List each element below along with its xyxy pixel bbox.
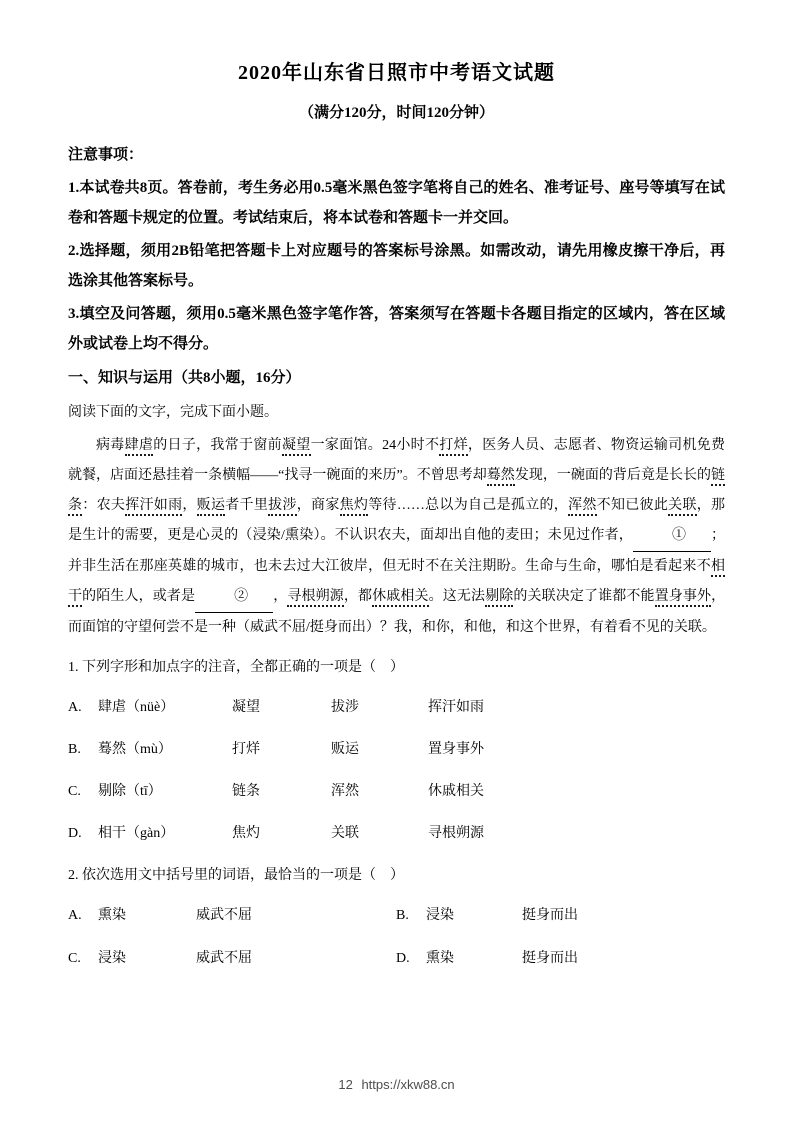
- passage-text: ，商家: [296, 498, 340, 513]
- option-word: 拔涉: [331, 700, 359, 715]
- passage-intro: 阅读下面的文字，完成下面小题。: [68, 405, 278, 420]
- emphasized-word: 休戚相关: [372, 589, 429, 607]
- passage-text: ，: [273, 589, 288, 604]
- passage-text: 发现，一碗面的背后竟是长长的: [514, 468, 712, 483]
- option-word: 置身事外: [428, 742, 484, 757]
- fill-in-blank: ①: [633, 521, 711, 552]
- emphasized-word: 贩运: [197, 498, 226, 516]
- option-word: 休戚相关: [428, 784, 484, 799]
- passage-text: 的日子，我常于窗前: [153, 438, 282, 453]
- question-1-option-d: [68, 823, 725, 845]
- passage-text: 一家面馆。24小时不: [310, 438, 440, 453]
- page-subtitle: （满分120分，时间120分钟）: [298, 105, 494, 121]
- option-word: 挺身而出: [522, 908, 578, 923]
- passage-text: 病毒: [96, 438, 125, 453]
- notice-item-3: 3.填空及问答题，须用0.5毫米黑色签字笔作答，答案须写在答题卡各题目指定的区域内，答在区域外或试卷上均不得分。: [68, 306, 725, 352]
- option-label: A.: [68, 700, 82, 715]
- option-word: 威武不屈: [196, 951, 252, 966]
- option-word: 挺身而出: [522, 951, 578, 966]
- question-2-options-row-1: [68, 905, 725, 927]
- option-word: 相干（gàn）: [98, 826, 175, 841]
- passage-text: ，都: [343, 589, 373, 604]
- option-word: 凝望: [232, 700, 260, 715]
- page-number: 12: [338, 1077, 353, 1092]
- question-1: [68, 657, 725, 845]
- emphasized-word: 肆虐: [125, 438, 154, 456]
- emphasized-word: 打烊: [439, 438, 468, 456]
- question-2-stem: 2. 依次选用文中括号里的词语，最恰当的一项是（ ）: [68, 868, 404, 883]
- passage-text: ，: [182, 498, 197, 513]
- notice-item-1: 1.本试卷共8页。答卷前，考生务必用0.5毫米黑色签字笔将自己的姓名、准考证号、座号等填写在试卷和答题卡规定的位置。考试结束后，将本试卷和答题卡一并交回。: [68, 180, 725, 226]
- passage-text: ；并非生活在那座英雄的城市，也未去过大江彼岸，但无时不在关注期盼。生命与生命，哪怕是看起来不: [68, 528, 725, 574]
- option-label: D.: [396, 951, 410, 966]
- emphasized-word: 剔除: [485, 589, 513, 607]
- notice-item-2: 2.选择题，须用2B铅笔把答题卡上对应题号的答案标号涂黑。如需改动，请先用橡皮擦干净后，再选涂其他答案标号。: [68, 243, 725, 289]
- question-2: [68, 865, 725, 970]
- emphasized-word: 关联: [668, 498, 697, 516]
- option-word: 打烊: [232, 742, 260, 757]
- question-1-option-c: [68, 781, 725, 803]
- option-word: 浸染: [98, 951, 126, 966]
- passage-text: 的陌生人，或者是: [82, 589, 196, 604]
- emphasized-word: 焦灼: [340, 498, 369, 516]
- passage-text: 者千里: [225, 498, 269, 513]
- page-footer: [0, 1077, 793, 1092]
- option-word: 焦灼: [232, 826, 260, 841]
- passage-text: 。这无法: [428, 589, 486, 604]
- footer-link[interactable]: https://xkw88.cn: [361, 1077, 455, 1092]
- passage-text: 的关联决定了谁都不能: [513, 589, 655, 604]
- passage-text: 不知已彼此: [596, 498, 669, 513]
- fill-in-blank: ②: [195, 582, 273, 613]
- section-1-heading: 一、知识与运用（共8小题，16分）: [68, 370, 301, 386]
- option-word: 浸染: [426, 908, 454, 923]
- passage-text: ，医务人员、志愿者、物资运输司机免费就餐，店面还悬挂着一条横幅——“找寻一碗面的来历”。不曾思考却: [68, 438, 726, 483]
- emphasized-word: 蓦然: [487, 468, 515, 486]
- option-word: 熏染: [98, 908, 126, 923]
- notice-heading: 注意事项：: [68, 147, 144, 163]
- option-label: A.: [68, 908, 82, 923]
- option-label: B.: [68, 742, 81, 757]
- question-1-option-b: [68, 739, 725, 761]
- notice-section: [68, 140, 725, 359]
- option-word: 挥汗如雨: [428, 700, 484, 715]
- passage-text: ：农夫: [82, 498, 126, 513]
- reading-passage: [68, 431, 725, 643]
- option-word: 贩运: [331, 742, 359, 757]
- question-1-stem: 1. 下列字形和加点字的注音，全都正确的一项是（ ）: [68, 660, 404, 675]
- emphasized-word: 凝望: [282, 438, 311, 456]
- passage-text: ，而面馆的守望何尝不是一种（威武不屈/挺身而出）？我，和你，和他，和这个世界，有着看不见的关联。: [68, 589, 726, 635]
- option-label: C.: [68, 784, 81, 799]
- emphasized-word: 拔涉: [268, 498, 297, 516]
- option-word: 链条: [232, 784, 260, 799]
- emphasized-word: 寻根朔源: [287, 589, 344, 607]
- option-word: 熏染: [426, 951, 454, 966]
- emphasized-word: 置身事外: [655, 589, 712, 607]
- emphasized-word: 相干: [68, 559, 725, 607]
- option-word: 寻根朔源: [428, 826, 484, 841]
- question-1-option-a: [68, 697, 725, 719]
- option-word: 威武不屈: [196, 908, 252, 923]
- option-word: 肆虐（nüè）: [98, 700, 175, 715]
- passage-text: ，那是生计的需要，更是心灵的（浸染/熏染）。不认识农夫，面却出自他的麦田；未见过作者，: [68, 498, 726, 543]
- option-label: D.: [68, 826, 82, 841]
- option-word: 浑然: [331, 784, 359, 799]
- emphasized-word: 挥汗如雨: [125, 498, 182, 516]
- option-word: 关联: [331, 826, 359, 841]
- option-word: 蓦然（mù）: [98, 742, 172, 757]
- passage-text: 等待……总以为自己是孤立的，: [368, 498, 569, 513]
- option-label: B.: [396, 908, 409, 923]
- question-2-options-row-2: [68, 948, 725, 970]
- page-title: 2020年山东省日照市中考语文试题: [238, 62, 555, 84]
- emphasized-word: 浑然: [568, 498, 597, 516]
- emphasized-word: 链条: [68, 468, 725, 516]
- option-word: 剔除（tī）: [98, 784, 162, 799]
- option-label: C.: [68, 951, 81, 966]
